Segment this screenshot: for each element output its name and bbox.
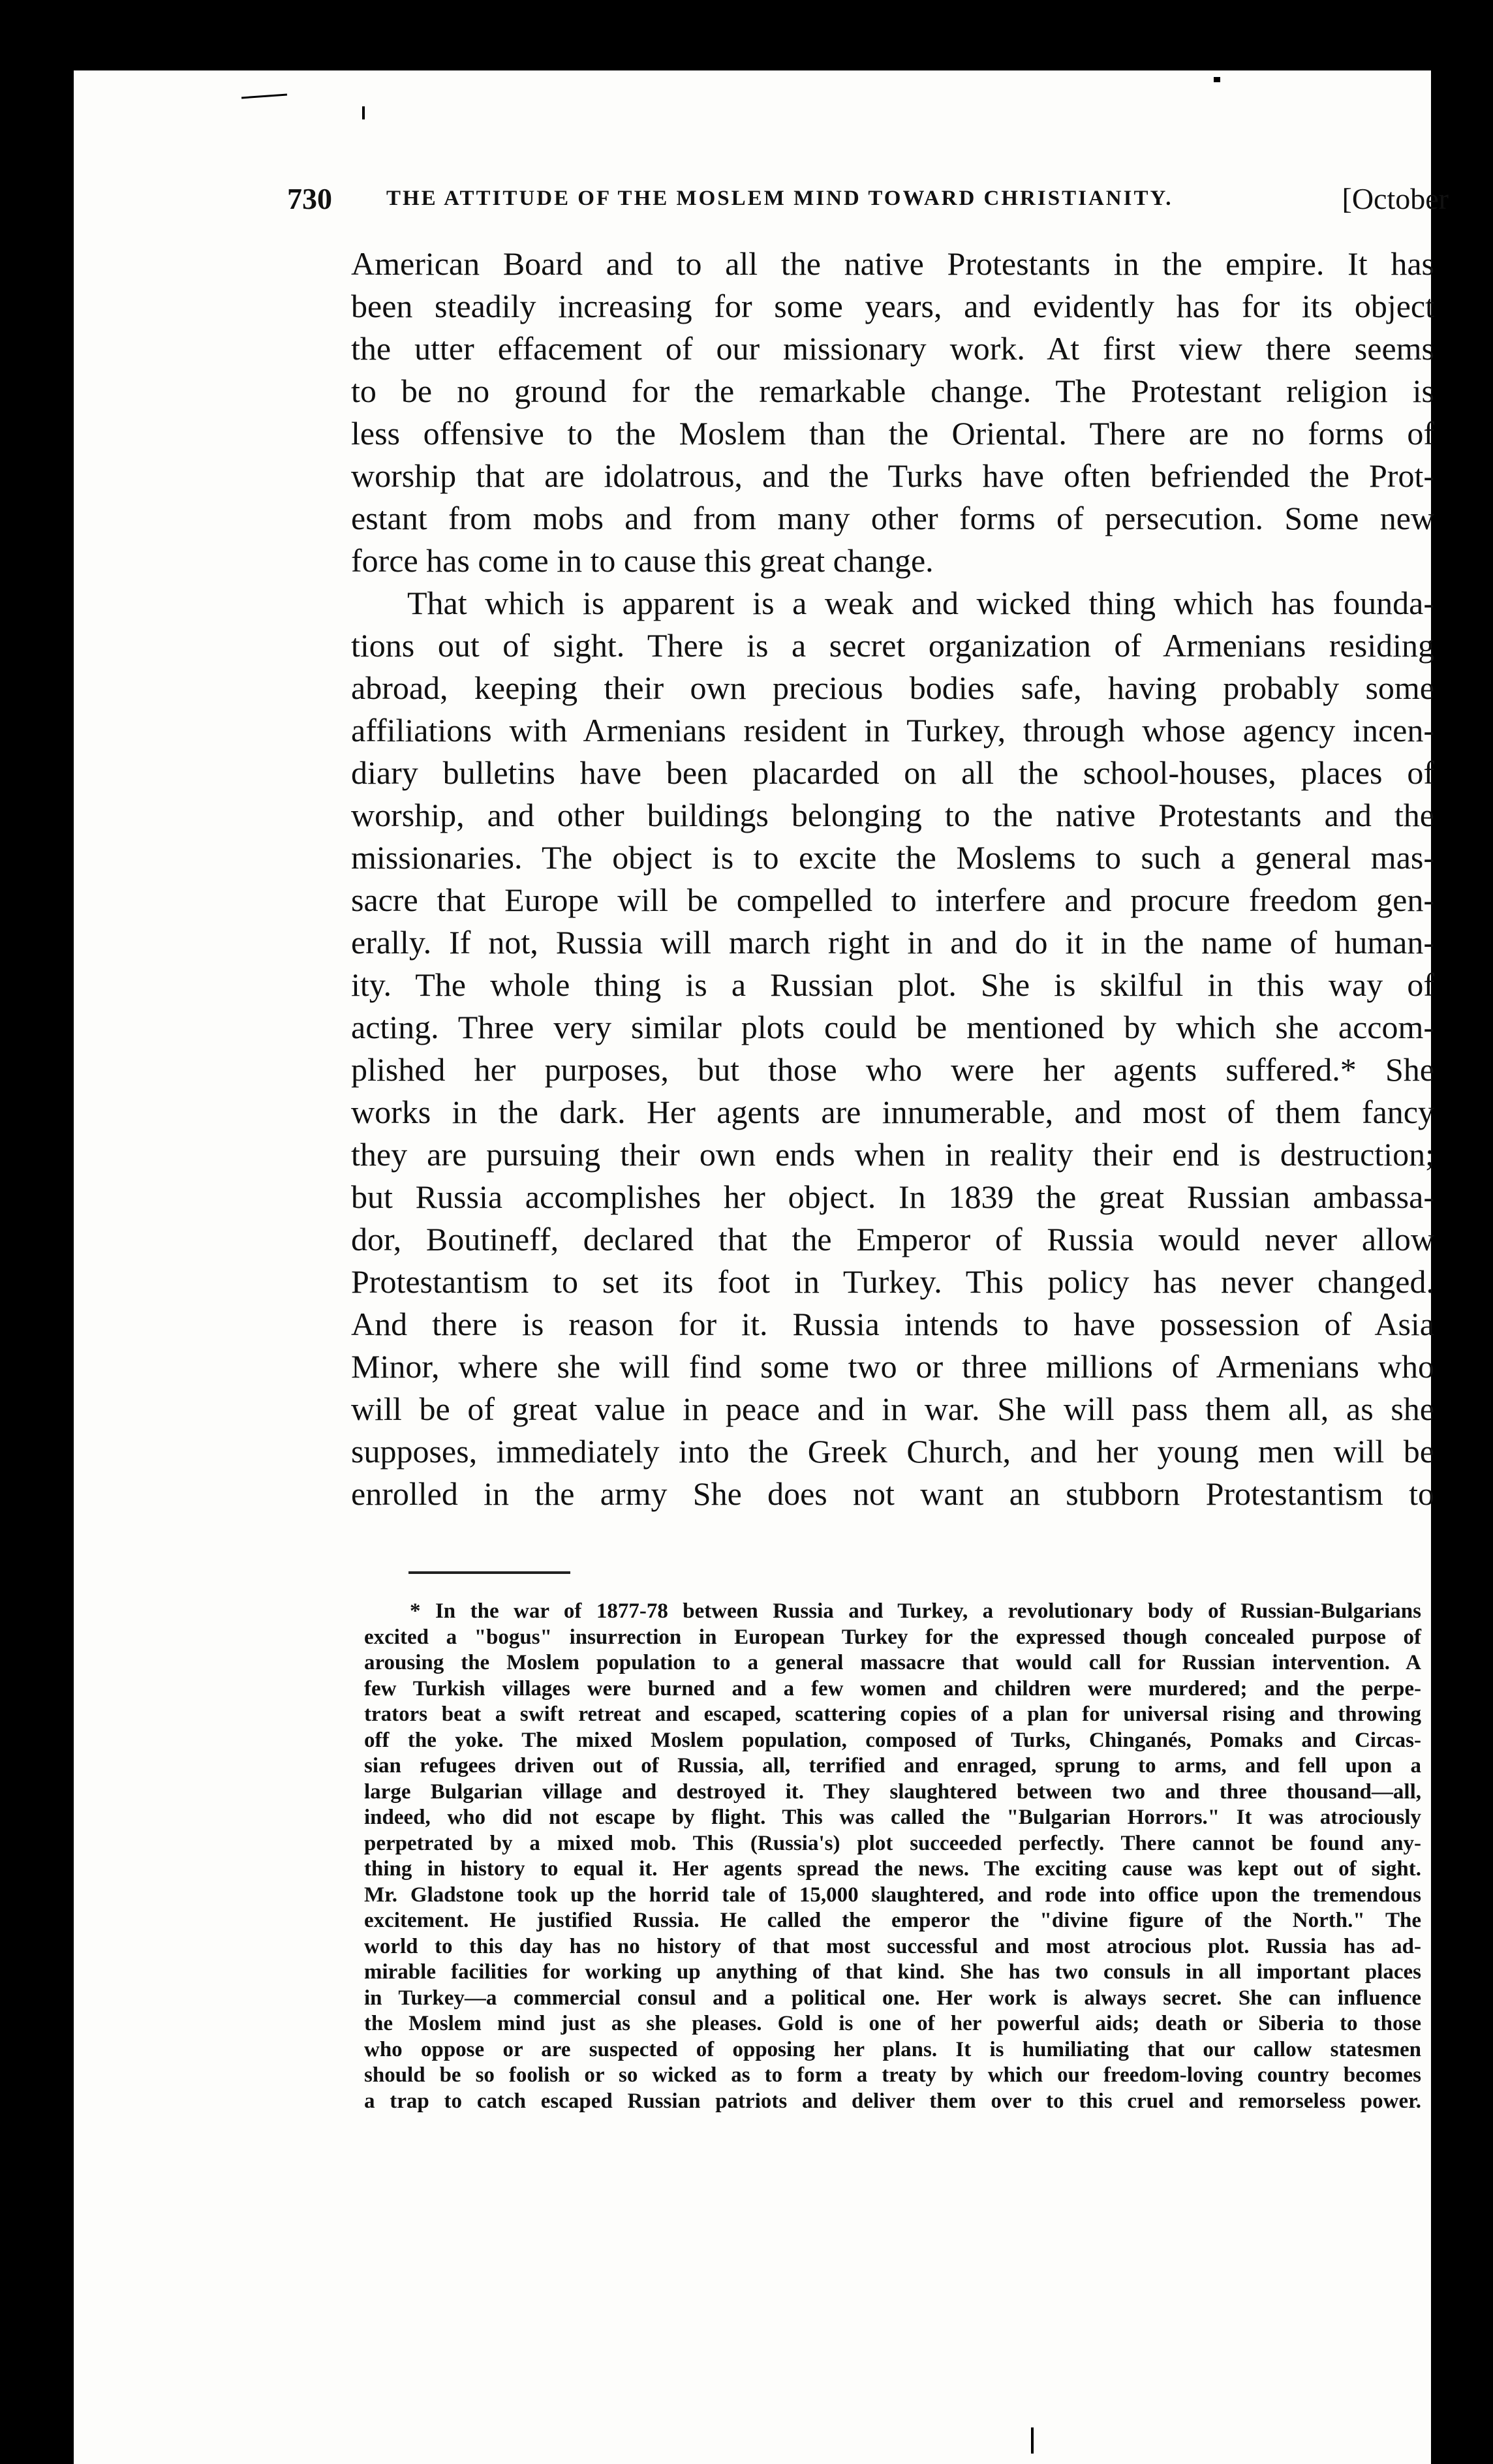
- text-line: will be of great value in peace and in war. She will pass them all, as she: [351, 1391, 1434, 1427]
- running-title: THE ATTITUDE OF THE MOSLEM MIND TOWARD CHRISTIANITY.: [386, 187, 1173, 210]
- footnote-line: thing in history to equal it. Her agents spread the news. The exciting cause was kept out of sight.: [364, 1857, 1421, 1881]
- text-line: worship, and other buildings belonging to the native Protestants and the: [351, 797, 1434, 833]
- text-line: dor, Boutineff, declared that the Emperor of Russia would never allow: [351, 1221, 1434, 1257]
- footnote-line: sian refugees driven out of Russia, all, terrified and enraged, sprung to arms, and fell upon a: [364, 1754, 1421, 1778]
- footnote-line: large Bulgarian village and destroyed it. They slaughtered between two and three thousand—all,: [364, 1779, 1421, 1804]
- footnote-line: off the yoke. The mixed Moslem population, composed of Turks, Chinganés, Pomaks and Circas-: [364, 1728, 1421, 1752]
- footnote-line: the Moslem mind just as she pleases. Gold is one of her powerful aids; death or Siberia to those: [364, 2012, 1421, 2035]
- footnote-line: world to this day has no history of that most successful and most atrocious plot. Russia has ad-: [364, 1934, 1421, 1958]
- footnote-line: arousing the Moslem population to a general massacre that would call for Russian intervention. A: [364, 1651, 1421, 1674]
- footnote-line: who oppose or are suspected of opposing her plans. It is humiliating that our callow statesmen: [364, 2037, 1421, 2061]
- footnote-line: mirable facilities for working up anything of that kind. She has two consuls in all important places: [364, 1960, 1421, 1984]
- footnote-line: perpetrated by a mixed mob. This (Russia's) plot succeeded perfectly. There cannot be found any-: [364, 1831, 1421, 1855]
- footnote-line: a trap to catch escaped Russian patriots and deliver them over to this cruel and remorseless power.: [364, 2089, 1421, 2113]
- text-line: abroad, keeping their own precious bodies safe, having probably some: [351, 670, 1434, 706]
- footnote-line: excited a "bogus" insurrection in European Turkey for the expressed though concealed purpose of: [364, 1625, 1421, 1649]
- text-line: to be no ground for the remarkable change. The Protestant religion is: [351, 373, 1434, 409]
- text-line: plished her purposes, but those who were her agents suffered.* She: [351, 1051, 1434, 1088]
- footnote-line: in Turkey—a commercial consul and a political one. Her work is always secret. She can influence: [364, 1986, 1421, 2010]
- text-line: works in the dark. Her agents are innumerable, and most of them fancy: [351, 1094, 1434, 1130]
- footnote-rule: [408, 1571, 570, 1574]
- footnote-line: should be so foolish or so wicked as to form a treaty by which our freedom-loving country becomes: [364, 2063, 1421, 2087]
- text-line: they are pursuing their own ends when in reality their end is destruction;: [351, 1136, 1434, 1173]
- text-line: tions out of sight. There is a secret organization of Armenians residing: [351, 627, 1434, 664]
- text-line: American Board and to all the native Protestants in the empire. It has: [351, 245, 1434, 282]
- text-line: enrolled in the army She does not want an stubborn Protestantism to: [351, 1475, 1434, 1512]
- footnote-line: * In the war of 1877-78 between Russia and Turkey, a revolutionary body of Russian-Bulgarians: [410, 1599, 1421, 1623]
- page-number: 730: [287, 182, 332, 215]
- text-line: missionaries. The object is to excite the Moslems to such a general mas-: [351, 839, 1434, 876]
- header-month: [October: [1342, 182, 1449, 215]
- footnote-line: indeed, who did not escape by flight. This was called the "Bulgarian Horrors." It was atrociously: [364, 1806, 1421, 1829]
- text-line: less offensive to the Moslem than the Oriental. There are no forms of: [351, 415, 1434, 452]
- scan-mark: [1214, 77, 1220, 82]
- text-line: worship that are idolatrous, and the Turks have often befriended the Prot-: [351, 457, 1434, 494]
- text-line: erally. If not, Russia will march right in and do it in the name of human-: [351, 924, 1434, 961]
- text-line: supposes, immediately into the Greek Church, and her young men will be: [351, 1433, 1434, 1470]
- scan-mark: [362, 106, 365, 119]
- footnote-line: trators beat a swift retreat and escaped, scattering copies of a plan for universal rising and throwing: [364, 1702, 1421, 1726]
- body-text: [351, 243, 1434, 1515]
- text-line: force has come in to cause this great change.: [351, 542, 934, 579]
- text-line: That which is apparent is a weak and wicked thing which has founda-: [407, 585, 1434, 621]
- text-line: estant from mobs and from many other forms of persecution. Some new: [351, 500, 1434, 536]
- text-line: ity. The whole thing is a Russian plot. She is skilful in this way of: [351, 966, 1434, 1003]
- text-line: sacre that Europe will be compelled to interfere and procure freedom gen-: [351, 882, 1434, 918]
- text-line: the utter effacement of our missionary work. At first view there seems: [351, 330, 1434, 367]
- running-header: [287, 181, 1449, 221]
- text-line: acting. Three very similar plots could be mentioned by which she accom-: [351, 1009, 1434, 1045]
- text-line: Protestantism to set its foot in Turkey. This policy has never changed.: [351, 1263, 1434, 1300]
- footnote-line: excitement. He justified Russia. He called the emperor the "divine figure of the North." The: [364, 1909, 1421, 1932]
- text-line: And there is reason for it. Russia intends to have possession of Asia: [351, 1306, 1434, 1342]
- text-line: but Russia accomplishes her object. In 1839 the great Russian ambassa-: [351, 1178, 1434, 1215]
- scan-mark: [1031, 2427, 1034, 2454]
- text-line: Minor, where she will find some two or three millions of Armenians who: [351, 1348, 1434, 1385]
- footnote-line: Mr. Gladstone took up the horrid tale of 15,000 slaughtered, and rode into office upon the tremendous: [364, 1883, 1421, 1907]
- footnote-line: few Turkish villages were burned and a few women and children were murdered; and the perpe-: [364, 1676, 1421, 1701]
- footnote: [364, 1599, 1421, 2114]
- text-line: diary bulletins have been placarded on all the school-houses, places of: [351, 754, 1434, 791]
- text-line: affiliations with Armenians resident in Turkey, through whose agency incen-: [351, 712, 1434, 748]
- text-line: been steadily increasing for some years, and evidently has for its object: [351, 288, 1434, 324]
